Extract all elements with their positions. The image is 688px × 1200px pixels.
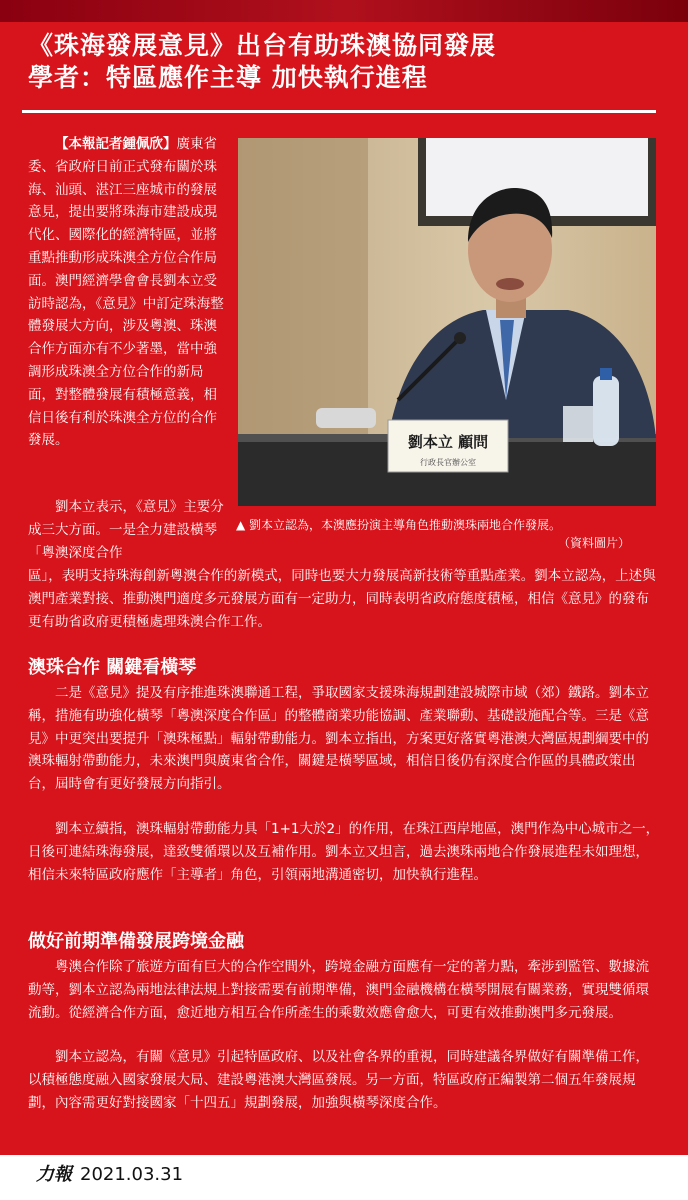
photo-caption: [236, 516, 666, 552]
caption-text: ▲ 劉本立認為，本澳應扮演主導角色推動澳珠兩地合作發展。: [236, 518, 562, 532]
headline-divider: [22, 110, 656, 113]
article-paragraph-2-rest: 區」，表明支持珠海創新粵澳合作的新模式，同時也要大力發展高新技術等重點產業。劉本立認為，上述與澳門產業對接、推動澳門適度多元發展方面有一定助力，同時表明省政府態度積極，相信《意見》的發布更有助省政府更積極處理珠澳合作工作。: [28, 568, 656, 630]
article-paragraph-4: 劉本立續指，澳珠輻射帶動能力具「1+1大於2」的作用，在珠江西岸地區，澳門作為中心城市之一，日後可連結珠海發展，達致雙循環以及互補作用。劉本立又坦言，過去澳珠兩地合作發展進程未如理想，相信未來特區政府應作「主導者」角色，引領兩地溝通密切，加快執行進程。: [28, 821, 660, 883]
headline-line-1: 《珠海發展意見》出台有助珠澳協同發展: [28, 31, 497, 60]
speaker-photo-illustration: [238, 138, 656, 506]
subheading-2: 做好前期準備發展跨境金融: [28, 931, 244, 952]
subheading-1: 澳珠合作 關鍵看橫琴: [28, 657, 197, 678]
article-paragraph-1: [28, 133, 228, 452]
paragraph-1-text: 廣東省委、省政府日前正式發布關於珠海、汕頭、湛江三座城市的發展意見，提出要將珠海市建設成現代化、國際化的經濟特區，並將重點推動形成珠澳全方位合作局面。澳門經濟學會會長劉本立受訪時認為，《意見》中訂定珠海整體發展大方向，涉及粵澳、珠澳合作方面亦有不少著墨，當中強調形成珠澳全方位合作的新局面，對整體發展有積極意義，相信日後有利於珠澳全方位的合作發展。: [28, 136, 224, 449]
caption-source: （資料圖片）: [557, 536, 630, 550]
publish-date: 2021.03.31: [80, 1164, 184, 1185]
article-paragraph-2-start: 劉本立表示，《意見》主要分成三大方面。一是全力建設橫琴「粵澳深度合作: [28, 499, 224, 561]
top-banner: [0, 0, 688, 22]
news-photo: [238, 138, 656, 506]
headline-line-2: 學者：特區應作主導 加快執行進程: [28, 63, 428, 92]
article-paragraph-3: 二是《意見》提及有序推進珠澳聯通工程，爭取國家支援珠海規劃建設城際市域（郊）鐵路。劉本立稱，措施有助強化橫琴「粵澳深度合作區」的整體商業功能協調、產業聯動、基礎設施配合等。三是《意見》中更突出要提升「澳珠極點」輻射帶動能力。劉本立指出，方案更好落實粵港澳大灣區規劃綱要中的澳珠輻射帶動能力，未來澳門與廣東省合作，關鍵是橫琴區域，相信日後仍有深度合作區的具體政策出台，屆時會有更好發展方向指引。: [28, 685, 649, 793]
source-footer: [36, 1160, 183, 1186]
nameplate-org: 行政長官辦公室: [420, 458, 476, 467]
article-paragraph-5: 粵澳合作除了旅遊方面有巨大的合作空間外，跨境金融方面應有一定的著力點，牽涉到監管、數據流動等，劉本立認為兩地法律法規上對接需要有前期準備，澳門金融機構在橫琴開展有關業務，實現雙循環流動。從經濟合作方面，愈近地方相互合作所產生的乘數效應會愈大，可更有效推動澳門多元發展。: [28, 959, 649, 1021]
newspaper-logo: 力報: [36, 1164, 72, 1185]
article-paragraph-6: 劉本立認為，有關《意見》引起特區政府、以及社會各界的重視，同時建議各界做好有關準備工作，以積極態度融入國家發展大局、建設粵港澳大灣區發展。另一方面，特區政府正編製第二個五年發展規劃，內容需更好對接國家「十四五」規劃發展，加強與橫琴深度合作。: [28, 1049, 649, 1111]
nameplate-name: 劉本立 顧問: [407, 433, 489, 451]
headline: [28, 30, 668, 94]
byline: 【本報記者鍾佩欣】: [55, 136, 177, 152]
